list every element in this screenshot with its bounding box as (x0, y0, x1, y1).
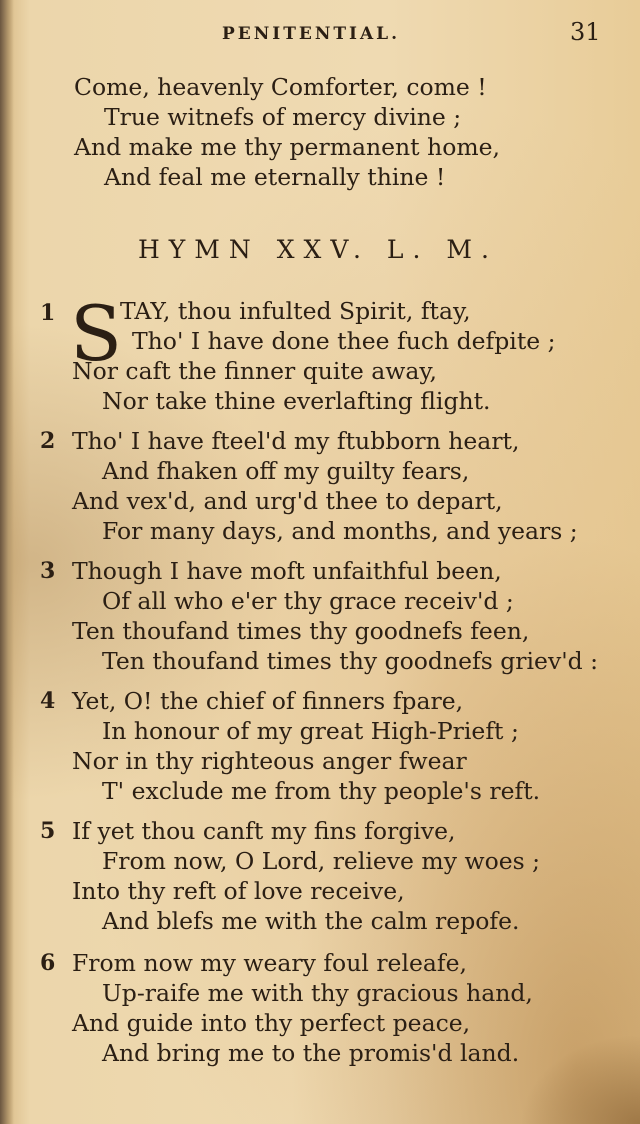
running-title: PENITENTIAL. (222, 24, 401, 44)
page-gutter-shadow (0, 0, 14, 1124)
stanza-number: 2 (40, 428, 56, 454)
stanza-line: And fhaken off my guilty fears, (102, 457, 470, 485)
stanza-line: Yet, O! the chief of finners fpare, (72, 687, 464, 715)
stanza-line: T' exclude me from thy people's reft. (102, 777, 541, 805)
stanza-number: 4 (40, 688, 56, 714)
stanza-line: And guide into thy perfect peace, (72, 1009, 471, 1037)
stanza-line: Into thy reft of love receive, (72, 877, 405, 905)
stanza-line: From now, O Lord, relieve my woes ; (102, 847, 541, 875)
stanza-line: Up-raife me with thy gracious hand, (102, 979, 533, 1007)
intro-line: And make me thy permanent home, (74, 133, 501, 161)
stanza-line: And vex'd, and urg'd thee to depart, (72, 487, 503, 515)
drop-cap: S (70, 289, 123, 378)
stanza-line: If yet thou canft my fins forgive, (72, 817, 456, 845)
hymn-title: HYMN XXV. L. M. (138, 235, 498, 264)
page-number: 31 (570, 18, 601, 46)
page-header (0, 20, 640, 50)
stanza-number: 3 (40, 558, 56, 584)
intro-line: True witnefs of mercy divine ; (104, 103, 462, 131)
stanza-number: 1 (40, 300, 56, 326)
stanza-line: Tho' I have fteel'd my ftubborn heart, (72, 427, 520, 455)
stanza-line: Nor take thine everlafting flight. (102, 387, 491, 415)
stanza-line: In honour of my great High-Prieft ; (102, 717, 519, 745)
stanza-line: From now my weary foul releafe, (72, 949, 467, 977)
stanza-line: Nor in thy righteous anger fwear (72, 747, 467, 775)
stanza-line: Though I have moft unfaithful been, (72, 557, 502, 585)
stanza-line: Tho' I have done thee fuch defpite ; (132, 327, 556, 355)
stanza-line: For many days, and months, and years ; (102, 517, 578, 545)
stanza-line: And bring me to the promis'd land. (102, 1039, 520, 1067)
stanza-number: 5 (40, 818, 56, 844)
stanza-line: Of all who e'er thy grace receiv'd ; (102, 587, 514, 615)
stanza-line: Ten thoufand times thy goodnefs griev'd : (102, 647, 599, 675)
intro-line: And feal me eternally thine ! (104, 163, 446, 191)
stanza-line: And blefs me with the calm repofe. (102, 907, 520, 935)
stanza-line: Nor caft the finner quite away, (72, 357, 437, 385)
intro-line: Come, heavenly Comforter, come ! (74, 73, 487, 101)
stanza-line: TAY, thou infulted Spirit, ftay, (120, 297, 471, 325)
stanza-number: 6 (40, 950, 56, 976)
paper-stain (520, 1034, 640, 1124)
stanza-line: Ten thoufand times thy goodnefs feen, (72, 617, 530, 645)
